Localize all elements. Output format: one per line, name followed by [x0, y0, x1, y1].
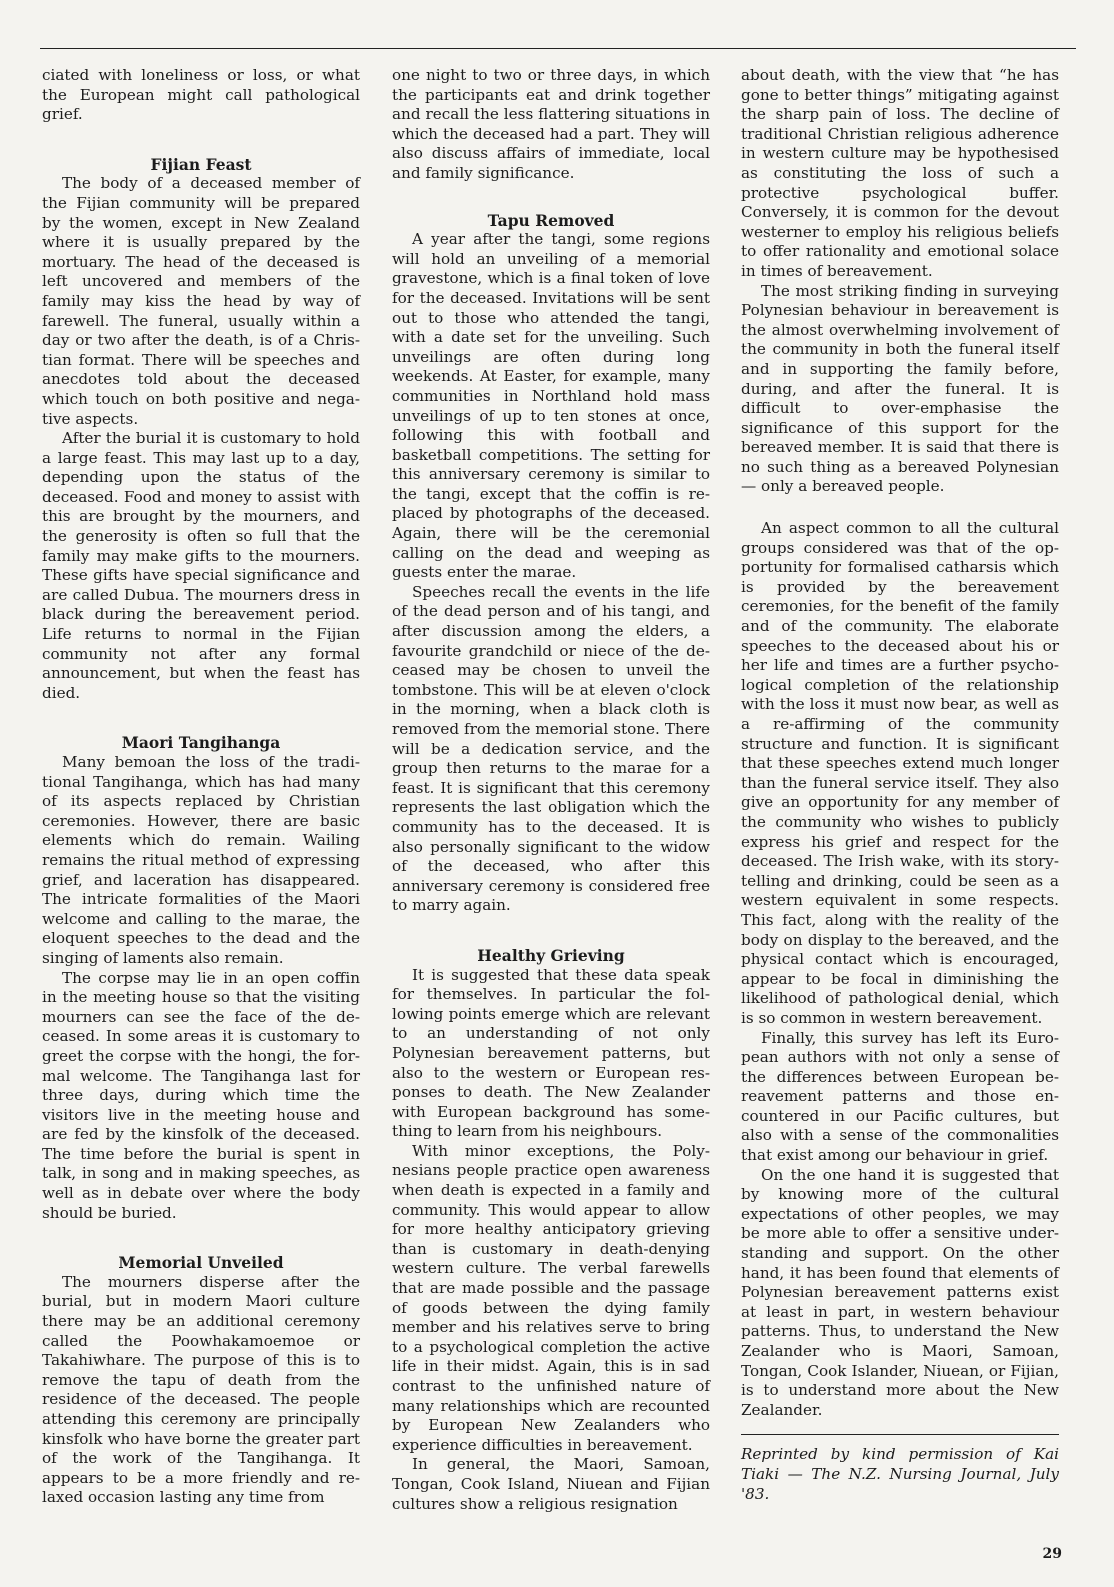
reprint-credit: Reprinted by kind permission of Kai Tiaki — The N.Z. Nursing Journal, July '83.	[741, 1445, 1059, 1503]
body-paragraph: one night to two or three days, in which the participants eat and drink together and recall the less flattering situations in which the deceased had a part. They will also discuss affairs of immediate, local and family significance.	[392, 66, 710, 182]
body-paragraph: An aspect common to all the cultural groups considered was that of the opportunity for formalised catharsis which is provided by the bereavement ceremonies, for the benefit of the family and of the community. The elaborate speeches to the deceased about his or her life and times are a further psychological completion of the relationship with the loss it must now bear, as well as a re-affirming of the community structure and function. It is significant that these speeches extend much longer than the funeral service itself. They also give an opportunity for any member of the community who wishes to publicly express his grief and respect for the deceased. The Irish wake, with its story-telling and drinking, could be seen as a western equivalent in some respects. This fact, along with the reality of the body on display to the bereaved, and the physical contact which is encouraged, appear to be focal in diminishing the likelihood of pathological denial, which is so common in western bereavement.	[741, 519, 1059, 1027]
section-heading: Tapu Removed	[487, 210, 615, 230]
spacer	[741, 497, 1059, 519]
column-1	[42, 66, 360, 1508]
spacer	[392, 916, 710, 946]
body-paragraph: ciated with loneliness or loss, or what the European might call pathological grief.	[42, 66, 360, 124]
body-paragraph: It is suggested that these data speak for themselves. In particular the following points emerge which are relevant to an understanding of not only Polynesian bereavement patterns, but also to the western or European responses to death. The New Zealander with European background has something to learn from his neighbours.	[392, 965, 710, 1141]
page-number: 29	[1042, 1546, 1062, 1562]
credit-rule	[741, 1434, 1059, 1435]
body-paragraph: Speeches recall the events in the life of the dead person and of his tangi, and after discussion among the elders, a favourite grandchild or niece of the deceased may be chosen to unveil the tombstone. This will be at eleven o'clock in the morning, when a black cloth is removed from the memorial stone. There will be a dedication service, and the group then returns to the marae for a feast. It is significant that this ceremony represents the last obligation which the community has to the deceased. It is also personally significant to the widow of the deceased, who after this anniversary ceremony is considered free to marry again.	[392, 582, 710, 915]
spacer	[42, 1223, 360, 1253]
body-paragraph: In general, the Maori, Samoan, Tongan, Cook Island, Niuean and Fijian cultures show a religious resignation	[392, 1455, 710, 1513]
body-paragraph: A year after the tangi, some regions will hold an unveiling of a memorial gravestone, which is a final token of love for the deceased. Invitations will be sent out to those who attended the tangi, with a date set for the unveiling. Such unveilings are often during long weekends. At Easter, for example, many communities in Northland hold mass unveilings of up to ten stones at once, following this with football and basketball competitions. The setting for this anniversary ceremony is similar to the tangi, except that the coffin is replaced by photographs of the deceased. Again, there will be the ceremonial calling on the dead and weeping as guests enter the marae.	[392, 230, 710, 582]
body-paragraph: Many bemoan the loss of the traditional Tangihanga, which has had many of its aspects replaced by Christian ceremonies. However, there are basic elements which do remain. Wailing remains the ritual method of expressing grief, and laceration has disappeared. The intricate formalities of the Maori welcome and calling to the marae, the eloquent speeches to the dead and the singing of laments also remain.	[42, 753, 360, 967]
section-heading: Maori Tangihanga	[121, 733, 281, 753]
body-paragraph: After the burial it is customary to hold a large feast. This may last up to a day, depending upon the status of the deceased. Food and money to assist with this are brought by the mourners, and the generosity is often so full that the family may make gifts to the mourners. These gifts have special significance and are called Dubua. The mourners dress in black during the bereavement period. Life returns to normal in the Fijian community not after any formal announcement, but when the feast has died.	[42, 429, 360, 702]
top-rule	[40, 48, 1076, 49]
body-paragraph: The mourners disperse after the burial, but in modern Maori culture there may be an additional ceremony called the Poowhakamoemoe or Takahiwhare. The purpose of this is to remove the tapu of death from the residence of the deceased. The people attending this ceremony are principally kinsfolk who have borne the greater part of the work of the Tangihanga. It appears to be a more friendly and relaxed occasion lasting any time from	[42, 1272, 360, 1507]
column-2	[392, 66, 710, 1514]
section-heading: Healthy Grieving	[477, 945, 625, 965]
body-paragraph: about death, with the view that “he has gone to better things” mitigating against the sharp pain of loss. The decline of traditional Christian religious adherence in western culture may be hypothesised as constituting the loss of such a protective psychological buffer. Conversely, it is common for the devout westerner to employ his religious beliefs to offer rationality and emotional solace in times of bereavement.	[741, 66, 1059, 280]
spacer	[42, 703, 360, 733]
body-paragraph: On the one hand it is suggested that by knowing more of the cultural expectations of other peoples, we may be more able to offer a sensitive understanding and support. On the other hand, it has been found that elements of Polynesian bereavement patterns exist at least in part, in western behaviour patterns. Thus, to understand the New Zealander who is Maori, Samoan, Tongan, Cook Islander, Niuean, or Fijian, is to understand more about the New Zealander.	[741, 1165, 1059, 1419]
section-heading: Fijian Feast	[150, 154, 252, 174]
body-paragraph: Finally, this survey has left its European authors with not only a sense of the differences between European bereavement patterns and those encountered in our Pacific cultures, but also with a sense of the commonalities that exist among our behaviour in grief.	[741, 1028, 1059, 1165]
body-paragraph: The body of a deceased member of the Fijian community will be prepared by the women, except in New Zealand where it is usually prepared by the mortuary. The head of the deceased is left uncovered and members of the family may kiss the head by way of farewell. The funeral, usually within a day or two after the death, is of a Christian format. There will be speeches and anecdotes told about the deceased which touch on both positive and negative aspects.	[42, 174, 360, 428]
body-paragraph: With minor exceptions, the Polynesians people practice open awareness when death is expected in a family and community. This would appear to allow for more healthy anticipatory grieving than is customary in death-denying western culture. The verbal farewells that are made possible and the passage of goods between the dying family member and his relatives serve to bring to a psychological completion the active life in their midst. Again, this is in sad contrast to the unfinished nature of many relationships which are recounted by European New Zealanders who experience difficulties in bereavement.	[392, 1141, 710, 1454]
column-3	[741, 66, 1059, 1504]
spacer	[42, 125, 360, 155]
body-paragraph: The corpse may lie in an open coffin in the meeting house so that the visiting mourners can see the face of the deceased. In some areas it is customary to greet the corpse with the hongi, the formal welcome. The Tangihanga last for three days, during which time the visitors live in the meeting house and are fed by the kinsfolk of the deceased. The time before the burial is spent in talk, in song and in making speeches, as well as in debate over where the body should be buried.	[42, 968, 360, 1222]
spacer	[392, 184, 710, 211]
section-heading: Memorial Unveiled	[118, 1253, 284, 1273]
body-paragraph: The most striking finding in surveying Polynesian behaviour in bereavement is the almost overwhelming involvement of the community in both the funeral itself and in supporting the family before, during, and after the funeral. It is difficult to over-emphasise the significance of this support for the bereaved member. It is said that there is no such thing as a bereaved Polynesian — only a bereaved people.	[741, 281, 1059, 496]
